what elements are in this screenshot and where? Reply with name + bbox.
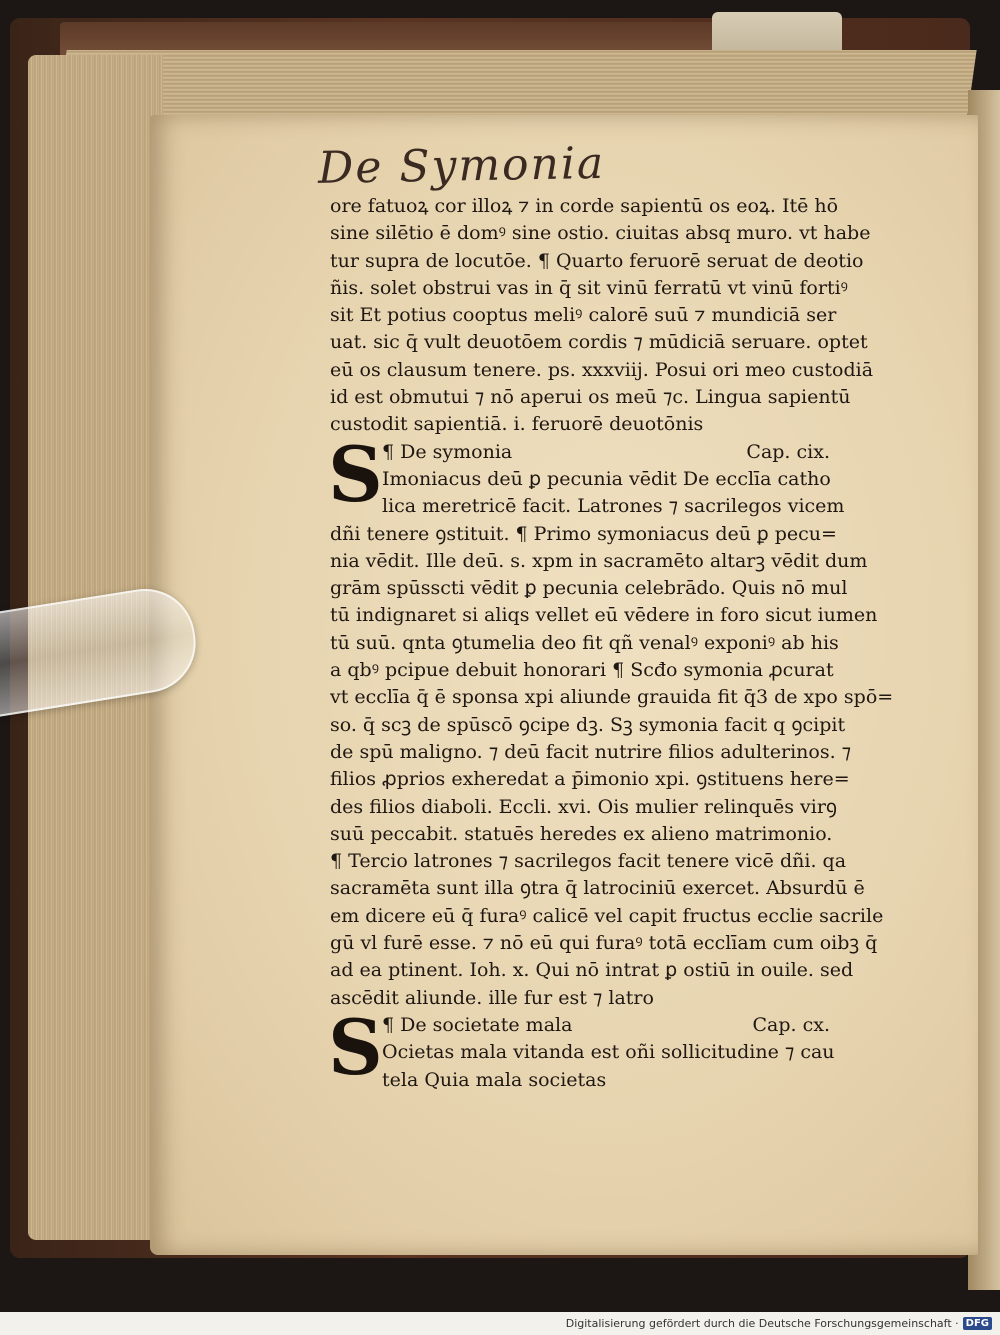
text-line: ascēdit aliunde. ille fur est ⁊ latro bbox=[330, 986, 654, 1009]
text-line: id est obmutui ⁊ nō aperui os meū ⁊c. Lingua sapientū bbox=[330, 386, 851, 409]
text-line: ad ea ptinent. Ioh. x. Qui nō intrat ꝑ ostiū in ouile. sed bbox=[330, 959, 854, 982]
drop-initial: S bbox=[328, 1002, 383, 1092]
drop-initial: S bbox=[328, 429, 383, 519]
handwritten-heading: De Symonia bbox=[317, 137, 606, 194]
funding-footer bbox=[0, 1312, 1000, 1335]
text-line: ¶ Tercio latrones ⁊ sacrilegos facit tenere vicē dñi. qa bbox=[330, 850, 847, 873]
text-line: tur supra de locutōe. ¶ Quarto feruorē seruat de deotio bbox=[330, 249, 864, 272]
page-text bbox=[328, 193, 894, 1094]
text-line: so. q̄ scꝫ de spūscō ꝯcipe dꝫ. Sꝫ symonia facit q ꝯcipit bbox=[330, 713, 846, 736]
text-line: sine silētio ē domꝰ sine ostio. ciuitas absq muro. vt habe bbox=[330, 222, 871, 245]
chapter-caption: Cap. cx. bbox=[752, 1013, 830, 1036]
text-line: suū peccabit. statuēs heredes ex alieno matrimonio. bbox=[330, 822, 833, 845]
text-line: custodit sapientiā. i. feruorē deuotōnis bbox=[330, 413, 704, 436]
text-line: a qbꝰ pcipue debuit honorari ¶ Scđo symonia ꝓcurat bbox=[330, 659, 834, 682]
dfg-logo: DFG bbox=[963, 1317, 992, 1330]
text-line: dñi tenere ꝯstituit. ¶ Primo symoniacus deū ꝑ pecu= bbox=[330, 522, 837, 545]
chapter-cix bbox=[328, 429, 894, 1012]
chapter-heading bbox=[330, 1012, 890, 1039]
chapter-cx bbox=[328, 1002, 890, 1094]
text-line: em dicere eū q̄ furaꝰ calicē vel capit fructus ecclie sacrile bbox=[330, 904, 884, 927]
text-line: Imoniacus deū ꝑ pecunia vēdit De ecclīa catho bbox=[382, 467, 831, 490]
text-line: lica meretricē facit. Latrones ⁊ sacrilegos vicem bbox=[382, 495, 845, 518]
chapter-rubric: ¶ De symonia bbox=[382, 440, 513, 463]
text-line: Ocietas mala vitanda est oñi sollicitudine ⁊ cau bbox=[382, 1041, 835, 1064]
text-line: eū os clausum tenere. ps. xxxviij. Posui ori meo custodiā bbox=[330, 358, 874, 381]
text-line: sit Et potius cooptus meliꝰ calorē suū ⁊ mundiciā ser bbox=[330, 304, 837, 327]
text-line: nia vēdit. Ille deū. s. xpm in sacramēto altarꝫ vēdit dum bbox=[330, 549, 868, 572]
footer-text: Digitalisierung gefördert durch die Deutsche Forschungsgemeinschaft · bbox=[565, 1317, 959, 1330]
text-line: filios ꝓprios exheredat a p̄imonio xpi. ꝯstituens here= bbox=[330, 768, 850, 791]
text-line: vt ecclīa q̄ ē sponsa xpi aliunde grauida fit q̄3 de xpo spō= bbox=[330, 686, 894, 709]
text-line: des filios diaboli. Eccli. xvi. Ois mulier relinquēs virꝯ bbox=[330, 795, 838, 818]
text-line: de spū maligno. ⁊ deū facit nutrire filios adulterinos. ⁊ bbox=[330, 740, 852, 763]
text-line: gū vl furē esse. ⁊ nō eū qui furaꝰ totā ecclīam cum oibꝫ q̄ bbox=[330, 932, 878, 955]
text-line: tū suū. qnta ꝯtumelia deo fit qñ venalꝰ exponiꝰ ab his bbox=[330, 631, 839, 654]
text-line: ore fatuoꝝ cor illoꝝ ⁊ in corde sapientū os eoꝝ. Itē hō bbox=[330, 195, 839, 217]
text-line: sacramēta sunt illa ꝯtra q̄ latrociniū exercet. Absurdū ē bbox=[330, 877, 865, 900]
chapter-caption: Cap. cix. bbox=[746, 440, 830, 463]
text-line: grām spūsscti vēdit ꝑ pecunia celebrādo. Quis nō mul bbox=[330, 577, 848, 600]
text-line: tū indignaret si aliqs vellet eū vēdere in foro sicut iumen bbox=[330, 604, 878, 627]
text-line: uat. sic q̄ vult deuotōem cordis ⁊ mūdiciā seruare. optet bbox=[330, 331, 868, 354]
text-line: ñis. solet obstrui vas in q̄ sit vinū ferratū vt vinū fortiꝰ bbox=[330, 276, 848, 299]
text-line: tela Quia mala societas bbox=[382, 1068, 607, 1091]
chapter-rubric: ¶ De societate mala bbox=[382, 1013, 573, 1036]
chapter-heading bbox=[330, 439, 890, 466]
opening-paragraph bbox=[330, 193, 890, 439]
